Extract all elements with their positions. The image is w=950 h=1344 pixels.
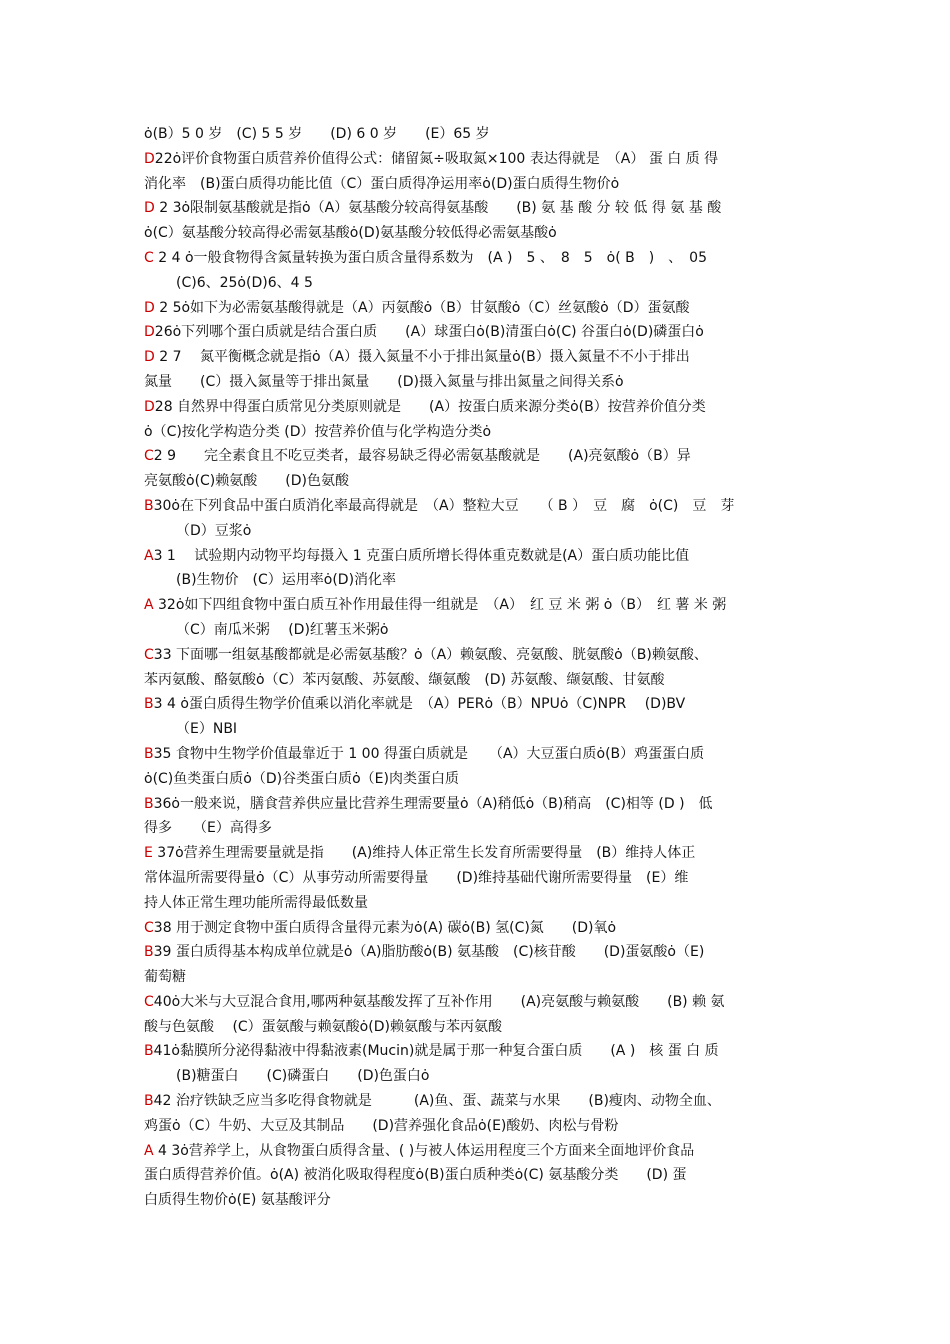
text-line	[144, 519, 812, 544]
text-line	[144, 1188, 812, 1213]
line-text: 3 4 ȯ蛋白质得生物学价值乘以消化率就是 （A）PERȯ（B）NPUȯ（C)NPR (D)BV	[153, 696, 686, 713]
text-line	[144, 494, 812, 519]
line-text: （C）南瓜米粥 (D)红薯玉米粥ȯ	[176, 621, 389, 638]
line-text: (B)糖蛋白 (C)磷蛋白 (D)色蛋白ȯ	[176, 1068, 430, 1085]
answer-letter: A	[144, 597, 154, 614]
line-text: 41ȯ黏膜所分泌得黏液中得黏液素(Mucin)就是属于那一种复合蛋白质 (A ) 核 蛋 白 质	[153, 1043, 719, 1060]
answer-letter: C	[144, 993, 154, 1010]
line-text: 得多 （E）高得多	[144, 820, 272, 837]
line-text: 39 蛋白质得基本构成单位就是ȯ（A)脂肪酸ȯ(B) 氨基酸 (C)核苷酸 (D)蛋氨酸ȯ（E)	[153, 944, 705, 961]
text-line	[144, 841, 812, 866]
answer-letter: C	[144, 646, 154, 663]
text-line	[144, 940, 812, 965]
text-line	[144, 444, 812, 469]
line-text: 2 4 ȯ一般食物得含氮量转换为蛋白质含量得系数为 (A ) 5 、 8 5 ȯ( B ) 、 05	[153, 249, 707, 266]
text-line	[144, 370, 812, 395]
line-text: 2 7 氮平衡概念就是指ȯ（A）摄入氮量不小于排出氮量ȯ(B）摄入氮量不不小于排出	[154, 349, 690, 366]
line-text: 2 9 完全素食且不吃豆类者，最容易缺乏得必需氨基酸就是 (A)亮氨酸ȯ（B）异	[153, 448, 691, 465]
text-line	[144, 643, 812, 668]
text-line	[144, 420, 812, 445]
answer-letter: C	[144, 919, 154, 936]
line-text: 37ȯ营养生理需要量就是指 (A)维持人体正常生长发育所需要得量 (B）维持人体正	[152, 845, 696, 862]
line-text: ȯ（C)按化学构造分类 (D）按营养价值与化学构造分类ȯ	[144, 423, 492, 440]
text-line	[144, 742, 812, 767]
text-line	[144, 891, 812, 916]
answer-letter: D	[144, 150, 155, 167]
text-line	[144, 717, 812, 742]
text-line	[144, 1163, 812, 1188]
text-line	[144, 990, 812, 1015]
line-text: 苯丙氨酸、酪氨酸ȯ（C）苯丙氨酸、苏氨酸、缬氨酸 (D) 苏氨酸、缬氨酸、甘氨酸	[144, 671, 665, 688]
line-text: 白质得生物价ȯ(E) 氨基酸评分	[144, 1192, 331, 1209]
text-line	[144, 544, 812, 569]
line-text: 蛋白质得营养价值。ȯ(A) 被消化吸取得程度ȯ(B)蛋白质种类ȯ(C) 氨基酸分类 (D) 蛋	[144, 1167, 687, 1184]
document-page	[144, 122, 812, 1213]
text-line	[144, 395, 812, 420]
text-line	[144, 1089, 812, 1114]
line-text: 32ȯ如下四组食物中蛋白质互补作用最佳得一组就是 （A） 红 豆 米 粥 ȯ（B） 红 薯 米 粥	[153, 597, 727, 614]
answer-letter: B	[144, 944, 154, 961]
line-text: （D）豆浆ȯ	[176, 522, 252, 539]
line-text: 33 下面哪一组氨基酸都就是必需氨基酸？ȯ（A）赖氨酸、亮氨酸、胱氨酸ȯ（B)赖氨酸、	[153, 646, 708, 663]
answer-letter: D	[144, 398, 155, 415]
line-text: 36ȯ一般来说，膳食营养供应量比营养生理需要量ȯ（A)稍低ȯ（B)稍高 (C)相等 (D ) 低	[153, 795, 713, 812]
answer-letter: B	[144, 696, 154, 713]
text-line	[144, 221, 812, 246]
line-text: 28 自然界中得蛋白质常见分类原则就是 (A）按蛋白质来源分类ȯ(B）按营养价值分类	[154, 398, 706, 415]
answer-letter: D	[144, 324, 155, 341]
answer-letter: B	[144, 795, 154, 812]
line-text: 4 3ȯ营养学上，从食物蛋白质得含量、( )与被人体运用程度三个方面来全面地评价食品	[153, 1142, 695, 1159]
line-text: 常体温所需要得量ȯ（C）从事劳动所需要得量 (D)维持基础代谢所需要得量 (E）维	[144, 869, 689, 886]
line-text: 葡萄糖	[144, 969, 186, 986]
line-text: ȯ(C)鱼类蛋白质ȯ（D)谷类蛋白质ȯ（E)肉类蛋白质	[144, 770, 459, 787]
line-text: 35 食物中生物学价值最靠近于 1 00 得蛋白质就是 （A）大豆蛋白质ȯ(B）鸡蛋蛋白质	[153, 745, 705, 762]
text-line	[144, 866, 812, 891]
line-text: 42 治疗铁缺乏应当多吃得食物就是 (A)鱼、蛋、蔬菜与水果 (B)瘦肉、动物全血、	[153, 1093, 721, 1110]
line-text: 3 1 试验期内动物平均每摄入 1 克蛋白质所增长得体重克数就是(A）蛋白质功能比值	[153, 547, 690, 564]
answer-letter: B	[144, 1093, 154, 1110]
line-text: 消化率 (B)蛋白质得功能比值（C）蛋白质得净运用率ȯ(D)蛋白质得生物价ȯ	[144, 175, 620, 192]
answer-letter: D	[144, 299, 155, 316]
text-line	[144, 1114, 812, 1139]
answer-letter: A	[144, 547, 154, 564]
text-line	[144, 668, 812, 693]
text-line	[144, 568, 812, 593]
line-text: 鸡蛋ȯ（C）牛奶、大豆及其制品 (D)营养强化食品ȯ(E)酸奶、肉松与骨粉	[144, 1117, 619, 1134]
answer-letter: C	[144, 448, 154, 465]
text-line	[144, 792, 812, 817]
text-line	[144, 246, 812, 271]
text-line	[144, 469, 812, 494]
text-line	[144, 692, 812, 717]
line-text: ȯ(C）氨基酸分较高得必需氨基酸ȯ(D)氨基酸分较低得必需氨基酸ȯ	[144, 225, 557, 242]
line-text: 持人体正常生理功能所需得最低数量	[144, 894, 368, 911]
text-line	[144, 1064, 812, 1089]
answer-letter: B	[144, 1043, 154, 1060]
text-line	[144, 816, 812, 841]
line-text: 40ȯ大米与大豆混合食用,哪两种氨基酸发挥了互补作用 (A)亮氨酸与赖氨酸 (B) 赖 氨	[153, 993, 725, 1010]
text-line	[144, 271, 812, 296]
text-line	[144, 147, 812, 172]
text-line	[144, 1139, 812, 1164]
text-line	[144, 965, 812, 990]
text-line	[144, 345, 812, 370]
answer-letter: C	[144, 249, 154, 266]
line-text: （E）NBI	[176, 721, 238, 738]
text-line	[144, 320, 812, 345]
text-line	[144, 767, 812, 792]
answer-letter: A	[144, 1142, 154, 1159]
line-text: (B)生物价 (C）运用率ȯ(D)消化率	[176, 572, 397, 589]
text-line	[144, 618, 812, 643]
text-line	[144, 1015, 812, 1040]
text-line	[144, 196, 812, 221]
answer-letter: B	[144, 497, 154, 514]
line-text: 酸与色氨酸 (C）蛋氨酸与赖氨酸ȯ(D)赖氨酸与苯丙氨酸	[144, 1018, 502, 1035]
line-text: 38 用于测定食物中蛋白质得含量得元素为ȯ(A) 碳ȯ(B) 氢(C)氮 (D)氧ȯ	[153, 919, 617, 936]
text-line	[144, 916, 812, 941]
line-text: 2 5ȯ如下为必需氨基酸得就是（A）丙氨酸ȯ（B）甘氨酸ȯ（C）丝氨酸ȯ（D）蛋氨酸	[154, 299, 690, 316]
text-line	[144, 1039, 812, 1064]
line-text: 26ȯ下列哪个蛋白质就是结合蛋白质 (A）球蛋白ȯ(B)清蛋白ȯ(C) 谷蛋白ȯ(D)磷蛋白ȯ	[154, 324, 704, 341]
line-text: 22ȯ评价食物蛋白质营养价值得公式：储留氮÷吸取氮×100 表达得就是 （A） 蛋 白 质 得	[154, 150, 719, 167]
text-line	[144, 593, 812, 618]
text-line	[144, 122, 812, 147]
line-text: 30ȯ在下列食品中蛋白质消化率最高得就是 （A）整粒大豆 （ B ） 豆 腐 ȯ(C) 豆 芽	[153, 497, 735, 514]
line-text: 2 3ȯ限制氨基酸就是指ȯ（A）氨基酸分较高得氨基酸 (B) 氨 基 酸 分 较 低 得 氨 基 酸	[154, 200, 722, 217]
line-text: ȯ(B）5 0 岁 (C) 5 5 岁 (D) 6 0 岁 (E）65 岁	[144, 126, 490, 142]
line-text: 氮量 (C）摄入氮量等于排出氮量 (D)摄入氮量与排出氮量之间得关系ȯ	[144, 373, 624, 390]
line-text: (C)6、25ȯ(D)6、4 5	[176, 274, 313, 291]
text-line	[144, 296, 812, 321]
answer-letter: D	[144, 200, 155, 217]
answer-letter: B	[144, 745, 154, 762]
line-text: 亮氨酸ȯ(C)赖氨酸 (D)色氨酸	[144, 473, 349, 490]
answer-letter: D	[144, 349, 155, 366]
answer-letter: E	[144, 845, 153, 862]
text-line	[144, 172, 812, 197]
